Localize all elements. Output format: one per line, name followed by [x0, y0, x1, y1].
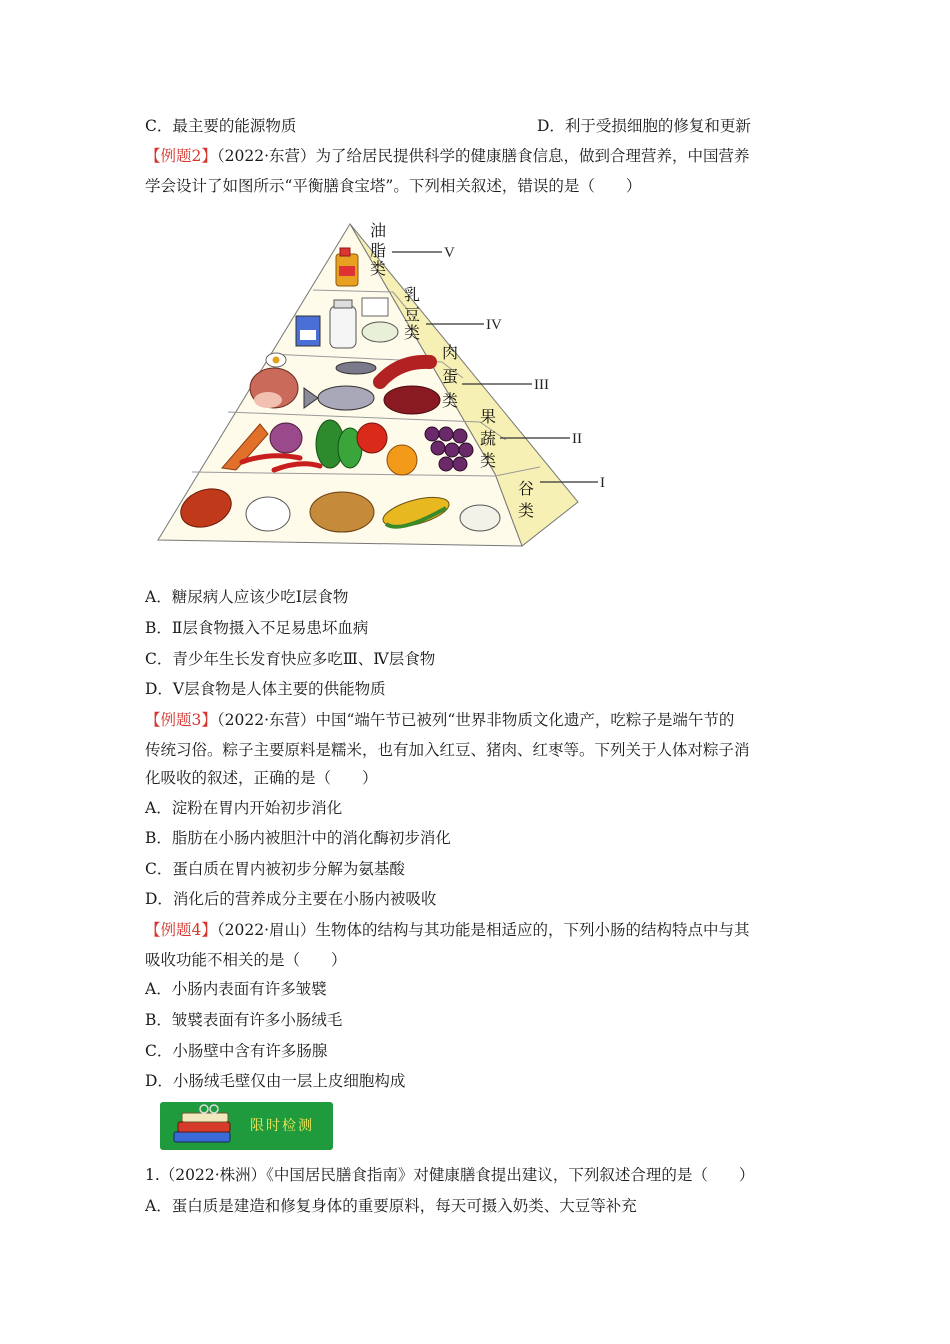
milk-carton-icon	[296, 316, 320, 346]
example-2-option-c: C．青少年生长发育快应多吃Ⅲ、Ⅳ层食物	[145, 650, 436, 668]
example-2-tag: 【例题2】	[145, 147, 217, 165]
egg-icon	[266, 353, 286, 367]
option-c-prev: C．最主要的能源物质	[145, 117, 297, 135]
oil-bottle-icon	[336, 248, 358, 286]
level-5-label-char-2: 脂	[370, 241, 387, 260]
example-3-text-1: （2022·东营）中国“端午节已被列“世界非物质文化遗产，吃粽子是端午节的	[216, 711, 735, 729]
option-d-prev: D．利于受损细胞的修复和更新	[537, 117, 751, 135]
orange-icon	[387, 445, 417, 475]
level-1-roman: I	[600, 475, 605, 491]
level-5-label-char-1: 油	[370, 221, 387, 240]
milk-bottle-icon	[330, 300, 356, 348]
level-4-label-char-1: 乳	[404, 285, 421, 304]
level-4-label-char-3: 类	[404, 323, 421, 342]
level-2-roman: II	[572, 431, 582, 447]
bread-icon	[310, 492, 374, 532]
example-2-text-2: 学会设计了如图所示“平衡膳食宝塔”。下列相关叙述，错误的是（ ）	[145, 177, 642, 195]
tofu-icon	[362, 298, 388, 316]
books-icon	[168, 1102, 248, 1150]
level-5-label-char-3: 类	[370, 259, 387, 278]
level-2-label-char-3: 类	[480, 451, 497, 470]
example-2-line-1	[145, 146, 750, 166]
section-badge-label: 限时检测	[250, 1118, 314, 1134]
example-3-option-a: A．淀粉在胃内开始初步消化	[145, 799, 343, 817]
example-3-text-2: 传统习俗。粽子主要原料是糯米，也有加入红豆、猪肉、红枣等。下列关于人体对粽子消	[145, 741, 750, 759]
level-1-label-char-1: 谷	[518, 479, 535, 498]
level-2-label-char-1: 果	[480, 407, 497, 426]
level-5-roman: V	[444, 245, 455, 261]
liver-icon	[384, 386, 440, 414]
food-pyramid-figure	[150, 212, 620, 552]
example-4-text-2: 吸收功能不相关的是（ ）	[145, 951, 347, 969]
soy-milk-bowl-icon	[362, 322, 398, 342]
question-1-option-a: A．蛋白质是建造和修复身体的重要原料，每天可摄入奶类、大豆等补充	[145, 1197, 637, 1215]
onion-icon	[270, 423, 302, 453]
question-1-text: 1.（2022·株洲）《中国居民膳食指南》对健康膳食提出建议，下列叙述合理的是（ ）	[145, 1166, 755, 1184]
level-4-label-char-2: 豆	[404, 305, 421, 324]
level-3-label-char-2: 蛋	[442, 367, 459, 386]
example-4-tag: 【例题4】	[145, 921, 217, 939]
ham-icon	[250, 368, 298, 408]
level-3-label-char-3: 类	[442, 391, 459, 410]
steamed-bun-icon	[246, 497, 290, 531]
example-4-line-1	[145, 920, 750, 940]
level-3-roman: III	[534, 377, 549, 393]
example-2-text-1: （2022·东营）为了给居民提供科学的健康膳食信息，做到合理营养，中国营养	[216, 147, 750, 165]
example-2-option-a: A．糖尿病人应该少吃Ⅰ层食物	[145, 588, 349, 606]
rice-bowl-icon	[460, 505, 500, 531]
example-4-text-1: （2022·眉山）生物体的结构与其功能是相适应的，下列小肠的结构特点中与其	[216, 921, 750, 939]
example-4-option-a: A．小肠内表面有许多皱襞	[145, 980, 327, 998]
example-3-option-c: C．蛋白质在胃内被初步分解为氨基酸	[145, 860, 405, 878]
level-3-label-char-1: 肉	[442, 343, 459, 362]
level-1-label-char-2: 类	[518, 501, 535, 520]
example-3-tag: 【例题3】	[145, 711, 217, 729]
example-3-option-d: D．消化后的营养成分主要在小肠内被吸收	[145, 890, 437, 908]
level-4-roman: IV	[486, 317, 502, 333]
example-4-option-b: B．皱襞表面有许多小肠绒毛	[145, 1011, 343, 1029]
example-3-option-b: B．脂肪在小肠内被胆汁中的消化酶初步消化	[145, 829, 451, 847]
example-2-option-b: B．Ⅱ层食物摄入不足易患坏血病	[145, 619, 369, 637]
example-3-text-3: 化吸收的叙述，正确的是（ ）	[145, 769, 378, 787]
level-2-label-char-2: 蔬	[480, 429, 497, 448]
section-badge	[160, 1102, 333, 1150]
example-3-line-1	[145, 710, 734, 730]
tomato-icon	[357, 423, 387, 453]
example-2-option-d: D．Ⅴ层食物是人体主要的供能物质	[145, 680, 386, 698]
example-4-option-c: C．小肠壁中含有许多肠腺	[145, 1042, 328, 1060]
example-4-option-d: D．小肠绒毛壁仅由一层上皮细胞构成	[145, 1072, 406, 1090]
